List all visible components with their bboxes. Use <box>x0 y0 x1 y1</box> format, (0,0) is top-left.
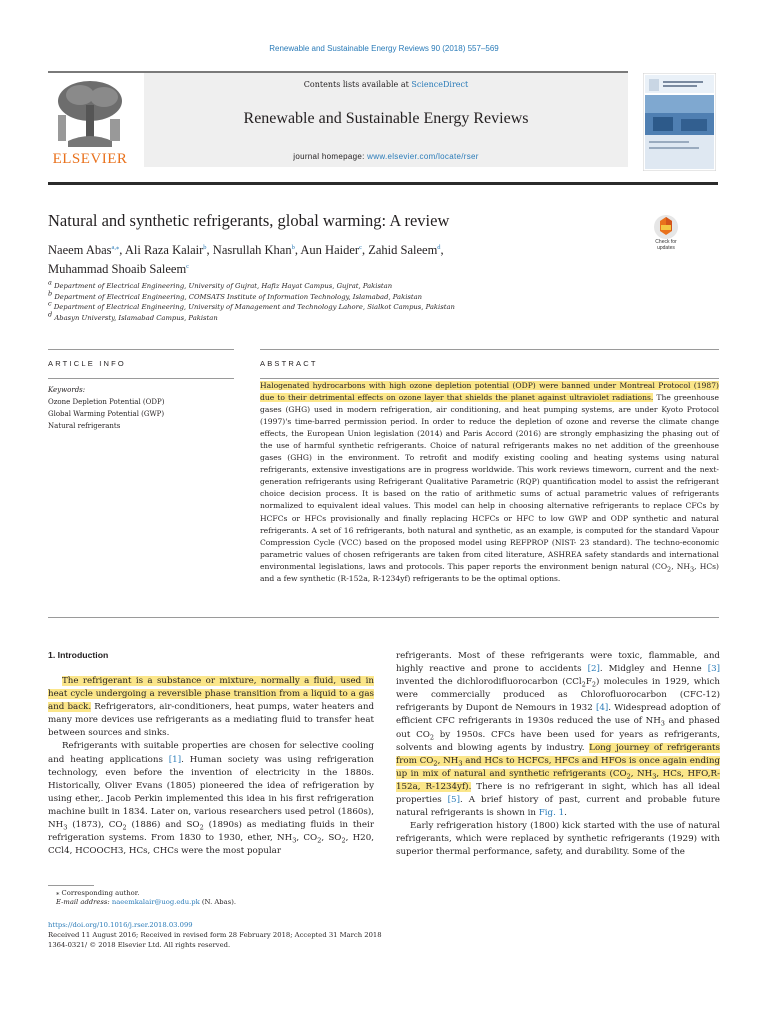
email-note: E-mail address: naeemkalair@uog.edu.pk (N. Abas). <box>56 898 237 906</box>
affiliation-a: $^a$ Department of Electrical Engineering, University of Gujrat, Hafiz Hayat Campus, Gujrat, Pakistan <box>48 278 393 290</box>
body-column-left <box>48 675 374 858</box>
author-5[interactable]: Zahid Saleem$^d$ <box>368 243 441 257</box>
corresponding-author-note: ⁎ Corresponding author. <box>56 889 140 897</box>
article-info-heading: ARTICLE INFO <box>48 359 126 368</box>
author-3[interactable]: Nasrullah Khan$^b$ <box>212 243 295 257</box>
affiliation-c: $^c$ Department of Electrical Engineering, University of Management and Technology Lahore, Sialkot Campus, Pakistan <box>48 299 455 311</box>
contents-prefix: Contents lists available at <box>303 80 412 89</box>
highlight: Long journey of refrigerants from $CO_2$, $NH_3$ and HCs to HCFCs, HFCs and HFOs is once again ending up in mix of natural and synthetic refrigerants ($CO_2$, $NH_3$, HCs, HFO,R-152a, R-1234yf). <box>396 742 721 792</box>
affiliation-b: $^b$ Department of Electrical Engineering, COMSATS Institute of Information Technology, Islamabad, Pakistan <box>48 289 423 301</box>
contents-line <box>144 80 628 89</box>
abstract-end-rule <box>48 617 719 618</box>
publisher-name: ELSEVIER <box>52 151 128 167</box>
citation-link[interactable]: [5] <box>447 795 460 806</box>
keyword-item: Natural refrigerants <box>48 422 121 430</box>
citation-link[interactable]: [2] <box>587 664 600 675</box>
citation-link[interactable]: [3] <box>707 664 720 675</box>
paragraph: Early refrigeration history (1800) kick started with the use of natural refrigerants, which were replaced by synthetic refrigerants (1929) with superior thermal performance, safety, and durability. Some of the <box>396 821 720 858</box>
author-1[interactable]: Naeem Abas$^{a,⁎}$ <box>48 243 120 257</box>
journal-title: Renewable and Sustainable Energy Reviews <box>243 110 529 127</box>
author-2[interactable]: Ali Raza Kalair$^b$ <box>124 243 207 257</box>
author-4[interactable]: Aun Haider$^c$ <box>300 243 362 257</box>
header-bottom-rule <box>48 182 718 185</box>
homepage-link[interactable]: www.elsevier.com/locate/rser <box>367 152 479 161</box>
abstract-heading: ABSTRACT <box>260 359 318 368</box>
article-info-top-rule <box>48 349 234 350</box>
author-6[interactable]: Muhammad Shoaib Saleem$^c$ <box>48 262 190 276</box>
body-column-right <box>396 650 720 860</box>
author-list: Naeem Abas$^{a,⁎}$, Ali Raza Kalair$^b$, Nasrullah Khan$^b$, Aun Haider$^c$, Zahid Saleem$^d$, Muhammad Shoaib Saleem$^c$ <box>48 243 444 276</box>
highlight: with high ozone depletion potential (ODP) were banned under Montreal Protocol (1987) due to their detrimental effects on ozone layer that shields the planet against ultraviolet radiations. <box>260 381 719 403</box>
footnotes <box>48 889 378 907</box>
keywords-label: Keywords: <box>48 386 86 394</box>
article-info-bottom-rule <box>48 378 234 379</box>
paragraph: Refrigerants with suitable properties are chosen for selective cooling and heating applications [1]. Human society was using refrigeration technology, even before the invention of electricity in the 1880s. Historically, Oliver Evans (1805) pioneered the idea of refrigeration by using ether,. Jacob Perkin implemented this idea in his first refrigeration machine built in 1834. Later on, various researchers used petrol (1860s), $NH_3$ (1873), $CO_2$ (1886) and $SO_2$ (1890s) as mediating fluids in their refrigeration systems. From 1830 to 1930, ether, $NH_3$, $CO_2$, $SO_2$, H20, CCl4, HCOOCH3, HCs, CHCs were the most popular <box>48 741 375 857</box>
footnote-rule <box>48 885 94 886</box>
doi-block <box>48 920 448 950</box>
keywords-block <box>48 384 234 432</box>
highlight: Halogenated hydrocarbons <box>260 381 366 390</box>
copyright: 1364-0321/ © 2018 Elsevier Ltd. All rights reserved. <box>48 941 231 949</box>
keyword-item: Global Warming Potential (GWP) <box>48 410 165 418</box>
email-link[interactable]: naeemkalair@uog.edu.pk <box>111 898 200 906</box>
affiliations <box>48 278 648 323</box>
affiliation-d: $^d$ Abasyn Universty, Islamabad Campus, Pakistan <box>48 310 218 322</box>
abstract-text: Halogenated hydrocarbons with high ozone depletion potential (ODP) were banned under Montreal Protocol (1987) due to their detrimental effects on ozone layer that shields the planet against ultraviolet radiations. The greenhouse gases (GHG) used in modern refrigeration, air conditioning, and heat pumping systems, are under Kyoto Protocol (1997)'s time-barred permission period. In order to reduce the depletion of ozone and reverse the climate change effects, the European Union legislation (2014) and Paris Accord (2016) are strongly emphasizing the phasing out of the use of harmful synthetic refrigerants. Choice of natural refrigerants makes no net addition of the greenhouse gases (GHG) in the environment. To retrofit and modify existing cooling and heating systems using natural refrigerants, extensive investigations are in progress worldwide. This work reviews timeworn, current and the next-generation refrigerants using Refrigerant Qualitative Parametric (RQP) quantification model to assist the refrigerant choice decision process. It is based on the ratio of arithmetic sums of actual parametric values of refrigerants normalized to equivalent ideal values. This model can help in choosing alternative refrigerants to replace CFCs by HCFCs or HFCs provisionally and finally replacing HCFCs or HFC to low GWP and ODP synthetic and natural refrigerants. A set of 16 refrigerants, both natural and synthetic, as an example, is computed for the standard Vapour Compression Cycle (VCC) based on the proposed model using REFPROP (NIST- 23 standard). The techno-economic parametric values of chosen refrigerants are taken from cited literature, ASHREA safety standards and international environmental legislations, laws and protocols. This paper reports the environment benign natural ($CO_2$, $NH_3$, HCs) and a few synthetic (R-152a, R-1234yf) refrigerants to be the optimal options. <box>260 381 719 583</box>
citation-link[interactable]: [1] <box>168 754 182 765</box>
elsevier-logo <box>50 75 130 175</box>
keyword-item: Ozone Depletion Potential (ODP) <box>48 398 165 406</box>
paragraph: refrigerants. Most of these refrigerants were toxic, flammable, and highly reactive and prone to accidents [2]. Midgley and Henne [3] invented the dichlorodifluorocarbon $(CCl_2F_2)$ molecules in 1929, which were commercially produced as Chlorofluorocarbon (CFC-12) refrigerants by Dupont de Nemours in 1932 [4]. Widespread adoption of efficient CFC refrigerants in 1930s reduced the use of $NH_3$ and phased out $CO_2$ by 1950s. CFCs have been used for years as refrigerants, solvents and blowing agents by industry. Long journey of refrigerants from $CO_2$, $NH_3$ and HCs to HCFCs, HFCs and HFOs is once again ending up in mix of natural and synthetic refrigerants ($CO_2$, $NH_3$, HCs, HFO,R-152a, R-1234yf). There is no refrigerant in sight, which has all ideal properties [5]. A brief history of past, current and probable future natural refrigerants is shown in Fig. 1. <box>396 651 721 819</box>
section-heading-introduction: 1. Introduction <box>48 650 109 660</box>
homepage-label: journal homepage: <box>293 152 368 161</box>
highlight: The refrigerant is a substance or mixture, normally a fluid, used in heat cycle undergoing a reversible phase transition from a liquid to a gas and back. <box>48 676 374 713</box>
journal-cover-icon <box>643 73 716 171</box>
paper-title: Natural and synthetic refrigerants, global warming: A review <box>48 211 450 230</box>
homepage-line <box>144 152 628 161</box>
check-updates-label: Check for updates <box>655 239 677 251</box>
journal-reference[interactable]: Renewable and Sustainable Energy Reviews 90 (2018) 557–569 <box>269 44 499 53</box>
citation-link[interactable]: [4] <box>595 703 609 714</box>
abstract-bottom-rule <box>260 378 719 379</box>
figure-link[interactable]: Fig. 1 <box>538 808 565 819</box>
doi-link[interactable]: https://doi.org/10.1016/j.rser.2018.03.099 <box>48 921 193 929</box>
paragraph: The refrigerant is a substance or mixture, normally a fluid, used in heat cycle undergoing a reversible phase transition from a liquid to a gas and back. Refrigerators, air-conditioners, heat pumps, water heaters and many more devices use refrigerants as a mediating fluid to transfer heat between sources and sinks. <box>48 676 375 739</box>
sciencedirect-link[interactable]: ScienceDirect <box>411 80 469 89</box>
received-dates: Received 11 August 2016; Received in revised form 28 February 2018; Accepted 31 March 2018 <box>48 931 382 939</box>
check-for-updates-badge[interactable] <box>646 213 686 257</box>
journal-cover-thumbnail <box>643 73 716 171</box>
abstract-top-rule <box>260 349 719 350</box>
